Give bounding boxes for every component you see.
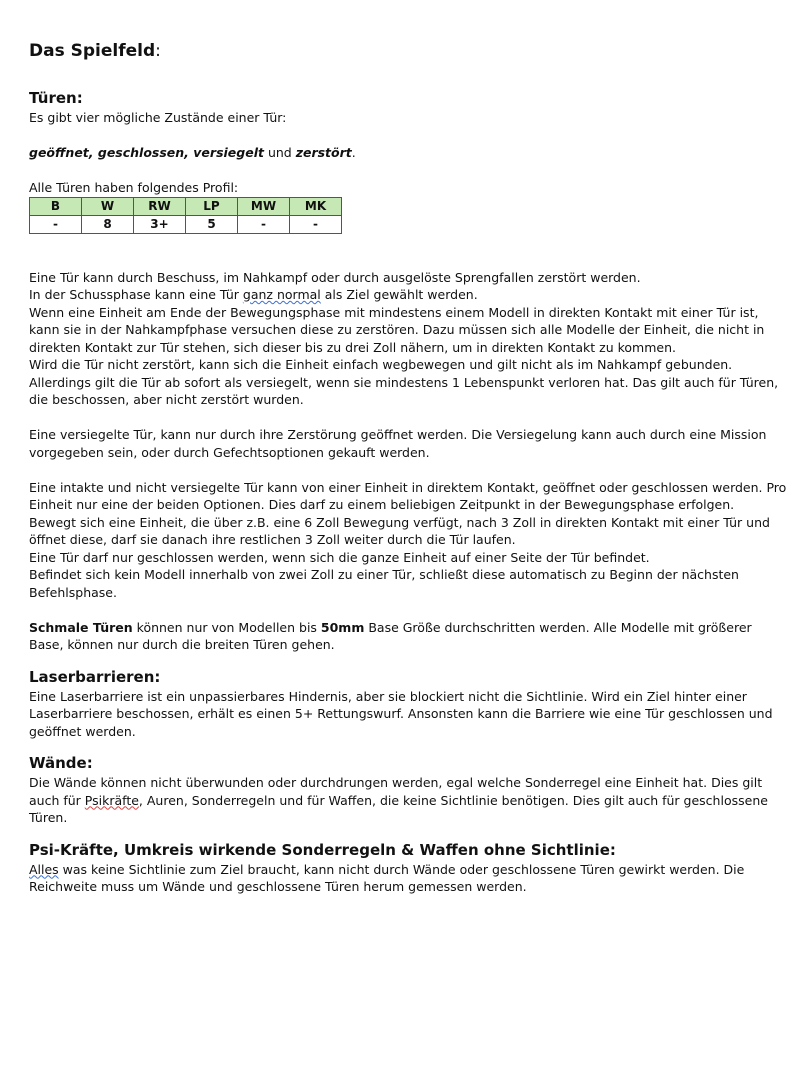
- section-heading-waende: Wände:: [29, 754, 93, 772]
- section-heading-laser: Laserbarrieren:: [29, 667, 161, 686]
- text-run: als Ziel gewählt werden.: [320, 287, 478, 302]
- text-run: können nur von Modellen bis: [132, 619, 321, 635]
- table-header-cell: MW: [238, 197, 290, 215]
- door-states-last: zerstört: [295, 145, 352, 160]
- table-cell: 3+: [134, 215, 186, 233]
- paragraph: Eine versiegelte Tür, kann nur durch ihre Zerstörung geöffnet werden. Die Versiegelung kann auch durch eine Mission vorgegeben sein, oder durch Gefechtsoptionen gekauft werden.: [29, 427, 767, 460]
- section-heading-psi: Psi-Kräfte, Umkreis wirkende Sonderregeln & Waffen ohne Sichtlinie:: [29, 840, 616, 859]
- document-page: [29, 38, 789, 896]
- text-run-underlined: ganz normal: [242, 287, 321, 302]
- paragraph: [29, 861, 789, 896]
- text-bold: 50mm: [320, 619, 365, 635]
- section-heading-tueren: Türen:: [29, 89, 83, 107]
- paragraph: Befindet sich kein Modell innerhalb von zwei Zoll zu einer Tür, schließt diese automatisch zu Beginn der nächsten Befehlsphase.: [29, 567, 739, 600]
- page-title: [29, 38, 789, 64]
- table-header-cell: W: [82, 197, 134, 215]
- text-run: was keine Sichtlinie zum Ziel braucht, kann nicht durch Wände oder geschlossene Türen gewirkt werden. Die Reichweite muss um Wände und geschlossene Türen herum gemessen werden.: [29, 861, 745, 894]
- paragraph: Wenn eine Einheit am Ende der Bewegungsphase mit mindestens einem Modell in direkten Kontakt mit einer Tür ist, kann sie in der Nahkampfphase versuchen diese zu zerstören. Dazu müssen sich alle Modelle der Einheit, die nicht in direkten Kontakt zur Tür stehen, sich dieser bis zu drei Zoll nähern, um in direkten Kontakt zu kommen.: [29, 304, 765, 355]
- door-states-and: und: [263, 145, 296, 160]
- table-row: [30, 215, 342, 233]
- door-states-bold: geöffnet, geschlossen, versiegelt: [29, 145, 264, 160]
- paragraph: Es gibt vier mögliche Zustände einer Tür:: [29, 110, 287, 125]
- paragraph: [29, 619, 789, 654]
- paragraph: Eine Laserbarriere ist ein unpassierbares Hindernis, aber sie blockiert nicht die Sichtlinie. Wird ein Ziel hinter einer Laserbarriere beschossen, erhält es einen 5+ Rettungswurf. Ansonsten kann die Barriere wie eine Tür geschlossen und geöffnet werden.: [29, 688, 773, 739]
- text-run-underlined: Alles: [29, 861, 59, 877]
- paragraph: Eine Tür darf nur geschlossen werden, wenn sich die ganze Einheit auf einer Seite der Tür befindet.: [29, 549, 650, 565]
- table-cell: 5: [186, 215, 238, 233]
- paragraph: Bewegt sich eine Einheit, die über z.B. eine 6 Zoll Bewegung verfügt, nach 3 Zoll in direkten Kontakt mit einer Tür und öffnet diese, darf sie danach ihre restlichen 3 Zoll weiter durch die Tür laufen.: [29, 514, 770, 547]
- text-bold: Schmale Türen: [29, 619, 133, 635]
- text-run: , Auren, Sonderregeln und für Waffen, die keine Sichtlinie benötigen. Dies gilt auch für geschlossene Türen.: [29, 792, 768, 825]
- paragraph: [29, 286, 789, 304]
- paragraph: Eine Tür kann durch Beschuss, im Nahkampf oder durch ausgelöste Sprengfallen zerstört werden.: [29, 269, 641, 285]
- page-title-text: Das Spielfeld: [29, 41, 156, 61]
- table-header-cell: LP: [186, 197, 238, 215]
- table-cell: 8: [82, 215, 134, 233]
- table-header-cell: B: [30, 197, 82, 215]
- door-states-end: .: [351, 145, 356, 160]
- text-run-spellcheck: Psikräfte: [84, 792, 139, 808]
- table-cell: -: [30, 215, 82, 233]
- table-header-row: [30, 197, 342, 215]
- door-states: [29, 144, 789, 162]
- table-header-cell: RW: [134, 197, 186, 215]
- page-title-colon: :: [155, 41, 161, 61]
- paragraph: Eine intakte und nicht versiegelte Tür kann von einer Einheit in direktem Kontakt, geöffnet oder geschlossen werden. Pro Einheit nur eine der beiden Optionen. Dies darf zu einem beliebigen Zeitpunkt in der Bewegungsphase erfolgen.: [29, 479, 787, 512]
- text-run: Die Wände können nicht überwunden oder durchdrungen werden, egal welche Sonderregel eine Einheit hat. Dies gilt auch für: [29, 775, 763, 808]
- paragraph: Alle Türen haben folgendes Profil:: [29, 180, 239, 195]
- table-header-cell: MK: [290, 197, 342, 215]
- table-cell: -: [238, 215, 290, 233]
- table-cell: -: [290, 215, 342, 233]
- text-run: In der Schussphase kann eine Tür: [29, 287, 243, 302]
- paragraph: [29, 774, 789, 827]
- text-run: Base Größe durchschritten werden. Alle Modelle mit größerer Base, können nur durch die breiten Türen gehen.: [29, 619, 752, 652]
- door-profile-table: [29, 197, 342, 234]
- paragraph: Wird die Tür nicht zerstört, kann sich die Einheit einfach wegbewegen und gilt nicht als im Nahkampf gebunden. Allerdings gilt die Tür ab sofort als versiegelt, wenn sie mindestens 1 Lebenspunkt verloren hat. Das gilt auch für Türen, die beschossen, aber nicht zerstört wurden.: [29, 357, 779, 407]
